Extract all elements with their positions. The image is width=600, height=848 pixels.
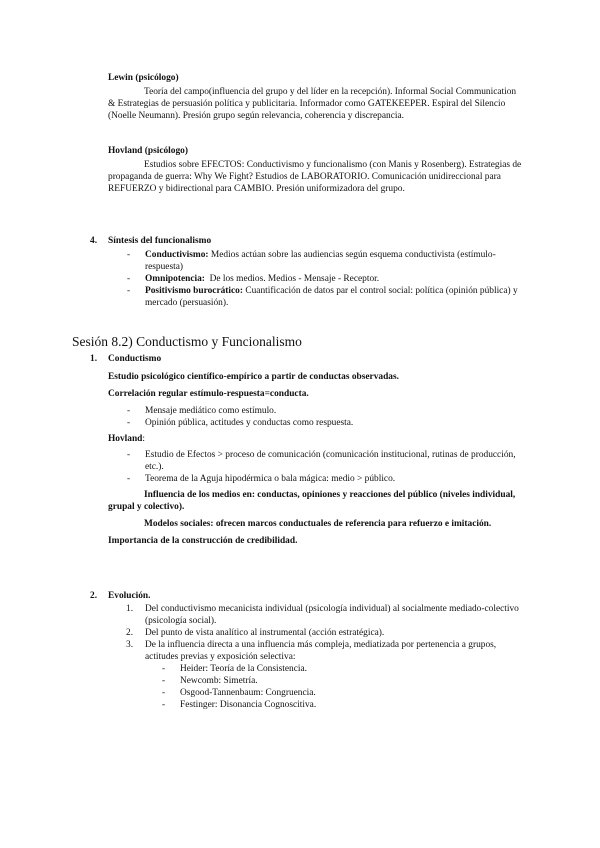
conductismo-line1: Estudio psicológico científico-empírico a partir de conductas observadas.: [108, 372, 399, 382]
list-item: [90, 273, 530, 285]
credibility-text: Importancia de la construcción de credibilidad.: [108, 536, 298, 546]
sintesis-section: [90, 235, 530, 309]
item-text: Teorema de la Aguja hipodérmica o bala mágica: medio > público.: [145, 474, 396, 484]
dash-marker: -: [162, 700, 166, 710]
item-label: Positivismo burocrático:: [145, 286, 243, 296]
models-text: Modelos sociales: ofrecen marcos conductuales de referencia para refuerzo e imitación.: [144, 519, 492, 529]
item-text: Medios actúan sobre las audiencias según esquema conductivista (estímulo-respuesta): [145, 250, 496, 272]
list-item: [90, 627, 530, 639]
list-item: [90, 603, 530, 627]
conductismo-title: Conductismo: [108, 354, 162, 364]
item-text: Opinión pública, actitudes y conductas como respuesta.: [145, 418, 354, 428]
hovland-heading: Hovland (psicólogo): [108, 146, 188, 156]
sub-list-item: [90, 663, 530, 675]
conductismo-heading: [90, 353, 535, 366]
item-number: 1.: [126, 604, 134, 614]
hovland-section: [108, 145, 528, 195]
item-text: Osgood-Tannenbaum: Congruencia.: [180, 688, 316, 698]
dash-marker: -: [127, 450, 131, 460]
list-item: [90, 285, 530, 309]
sub-list-item: [90, 675, 530, 687]
conductismo-section: [90, 353, 535, 547]
item-number: 2.: [126, 628, 134, 638]
item-text: Del conductivismo mecanicista individual (psicología individual) al socialmente mediado-colectivo (psicología social).: [145, 604, 519, 626]
sintesis-number: 4.: [90, 236, 98, 246]
hovland-label-line: [90, 433, 535, 445]
conductismo-number: 1.: [90, 354, 98, 364]
list-item: [90, 249, 530, 273]
item-text: De la influencia directa a una influencia más compleja, mediatizada por pertenencia a grupos, actitudes previas y exposición selectiva:: [145, 640, 497, 662]
sintesis-title: Síntesis del funcionalismo: [108, 236, 212, 246]
item-text: Estudio de Efectos > proceso de comunicación (comunicación institucional, rutinas de producción, etc.).: [145, 450, 516, 472]
influence-text: Influencia de los medios en: conductas, opiniones y reacciones del público (niveles individual, grupal y colectivo).: [108, 490, 516, 512]
dash-marker: -: [127, 274, 131, 284]
item-label: Omnipotencia:: [145, 274, 205, 284]
evolucion-section: [90, 590, 530, 711]
evolucion-heading: [90, 590, 530, 603]
dash-marker: -: [127, 286, 131, 296]
hovland-label: Hovland: [108, 434, 143, 444]
item-label: Conductivismo:: [145, 250, 209, 260]
item-number: 3.: [126, 640, 134, 650]
list-item: [90, 405, 535, 417]
item-text: Heider: Teoría de la Consistencia.: [180, 664, 307, 674]
list-item: [90, 639, 530, 663]
sub-list-item: [90, 699, 530, 711]
dash-marker: -: [127, 406, 131, 416]
list-item: [90, 417, 535, 429]
list-item: [90, 473, 535, 485]
item-text: Newcomb: Simetría.: [180, 676, 258, 686]
dash-marker: -: [162, 664, 166, 674]
lewin-text: Teoría del campo(influencia del grupo y del líder en la recepción). Informal Social Communication & Estrategias de persuasión política y publicitaria. Informador como GATEKEEPER. Espiral del Silencio (Noelle Neumann). Presión grupo según relevancia, coherencia y discrepancia.: [108, 87, 517, 121]
hovland-colon: :: [142, 434, 145, 444]
item-text: Mensaje mediático como estímulo.: [145, 406, 277, 416]
evolucion-number: 2.: [90, 591, 98, 601]
item-text: De los medios. Medios - Mensaje - Receptor.: [204, 274, 380, 284]
dash-marker: -: [127, 418, 131, 428]
sub-list-item: [90, 687, 530, 699]
item-text: Del punto de vista analítico al instrumental (acción estratégica).: [145, 628, 385, 638]
hovland-text: Estudios sobre EFECTOS: Conductivismo y funcionalismo (con Manis y Rosenberg). Estrategias de propaganda de guerra: Why We Fight? Estudios de LABORATORIO. Comunicación unidireccional para REFUERZO y bidirectional para CAMBIO. Presión uniformizadora del grupo.: [108, 160, 522, 194]
session-title: Sesión 8.2) Conductismo y Funcionalismo: [72, 334, 302, 349]
dash-marker: -: [127, 474, 131, 484]
lewin-heading: Lewin (psicólogo): [108, 73, 179, 83]
dash-marker: -: [127, 250, 131, 260]
list-item: [90, 449, 520, 473]
sintesis-heading: [90, 235, 530, 248]
evolucion-title: Evolución.: [108, 591, 151, 601]
lewin-section: [108, 72, 523, 122]
item-text: Cuantificación de datos par el control social: política (opinión pública) y mercado (persuasión).: [145, 286, 518, 308]
item-text: Festinger: Disonancia Cognoscitiva.: [180, 700, 317, 710]
conductismo-line2: Correlación regular estímulo-respuesta=conducta.: [108, 389, 309, 399]
dash-marker: -: [162, 688, 166, 698]
dash-marker: -: [162, 676, 166, 686]
